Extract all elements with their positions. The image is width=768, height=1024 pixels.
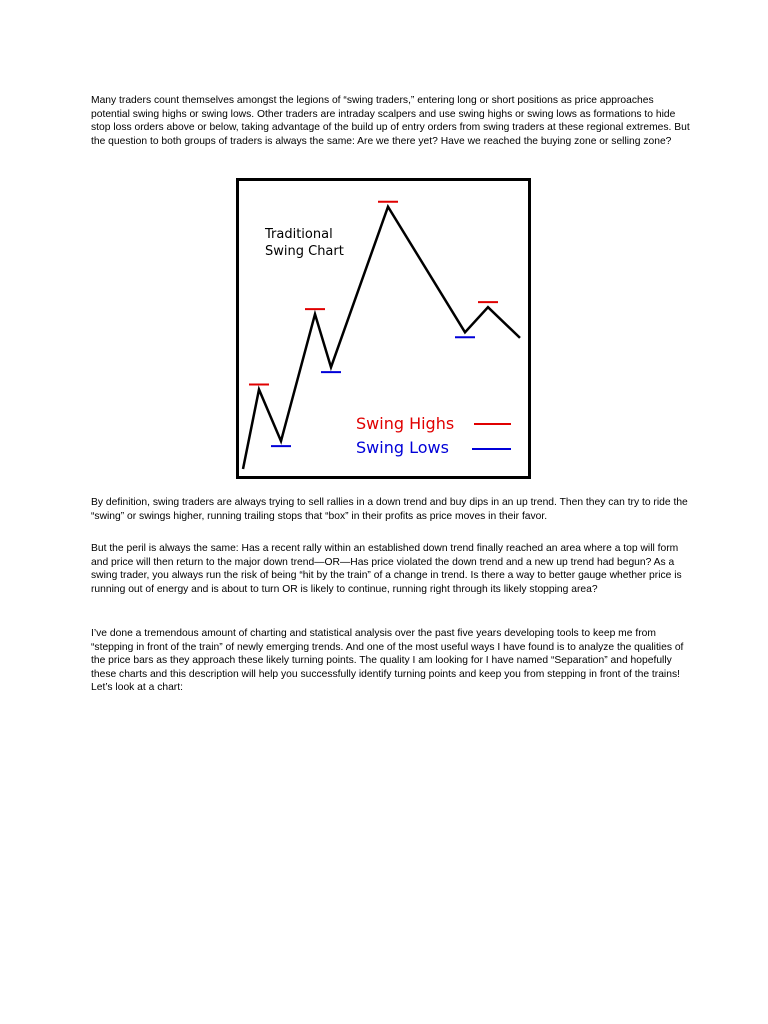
chart-title-line-2: Swing Chart (265, 244, 344, 259)
paragraph-definition: By definition, swing traders are always trying to sell rallies in a down trend and buy dips in an up trend. Then they can try to ride the “swing” or swings higher, running trailing stops that “box” in their profits as price moves in their favor. (91, 497, 688, 522)
chart-title-line-1: Traditional (265, 227, 333, 242)
paragraph-analysis: I’ve done a tremendous amount of charting and statistical analysis over the past five years developing tools to keep me from “stepping in front of the train” of newly emerging trends. And one of the most useful ways I have found is to analyze the qualities of the price bars as they approach these likely turning points. The quality I am looking for I have named “Separation” and hopefully these charts and this description will help you successfully identify turning points and keep you from stepping in front of the trains! Let’s look at a chart: (91, 628, 684, 694)
paragraph-peril: But the peril is always the same: Has a recent rally within an established down trend finally reached an area where a top will form and price will then return to the major down trend—OR—Has price violated the down trend and a new up trend had begun? As a swing trader, you always run the risk of being “hit by the train” of a change in trend. Is there a way to better gauge whether price is running out of energy and is about to turn OR is likely to continue, running right through its likely stopping area? (91, 543, 682, 595)
swing-chart-figure (236, 178, 531, 479)
swing-chart (236, 178, 531, 479)
legend-swing-lows-label: Swing Lows (356, 438, 449, 457)
paragraph-intro: Many traders count themselves amongst the legions of “swing traders,” entering long or short positions as price approaches potential swing highs or swing lows. Other traders are intraday scalpers and use swing highs or swing lows as formations to hide stop loss orders above or below, taking advantage of the build up of entry orders from swing traders at these regional extremes. But the question to both groups of traders is always the same: Are we there yet? Have we reached the buying zone or selling zone? (91, 95, 690, 147)
legend-swing-highs-label: Swing Highs (356, 414, 455, 433)
